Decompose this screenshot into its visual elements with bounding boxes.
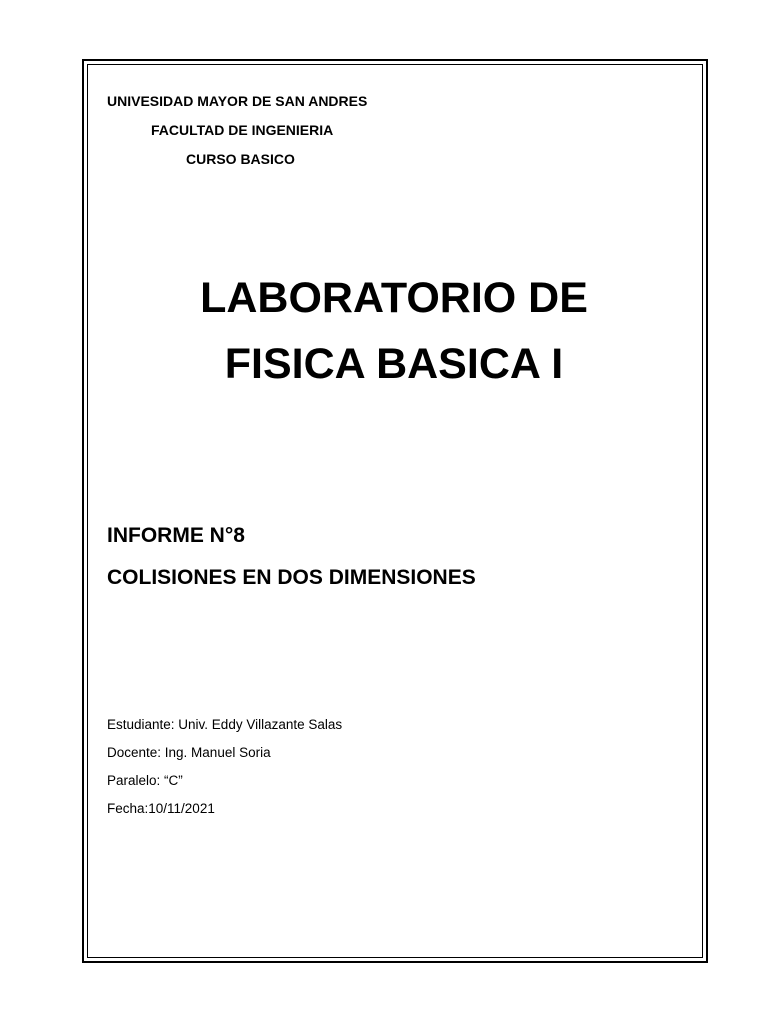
student-line: Estudiante: Univ. Eddy Villazante Salas [107, 717, 343, 732]
section-line: Paralelo: “C” [107, 773, 183, 788]
course-name: CURSO BASICO [186, 151, 295, 167]
page-border-inner [87, 64, 703, 958]
title-line-1: LABORATORIO DE [200, 274, 588, 322]
report-number: INFORME N°8 [107, 524, 245, 547]
faculty-name: FACULTAD DE INGENIERIA [151, 122, 334, 138]
date-line: Fecha:10/11/2021 [107, 801, 215, 816]
title-line-2: FISICA BASICA I [224, 340, 564, 388]
university-name: UNIVESIDAD MAYOR DE SAN ANDRES [107, 93, 368, 109]
report-topic: COLISIONES EN DOS DIMENSIONES [107, 566, 476, 589]
teacher-line: Docente: Ing. Manuel Soria [107, 745, 271, 760]
